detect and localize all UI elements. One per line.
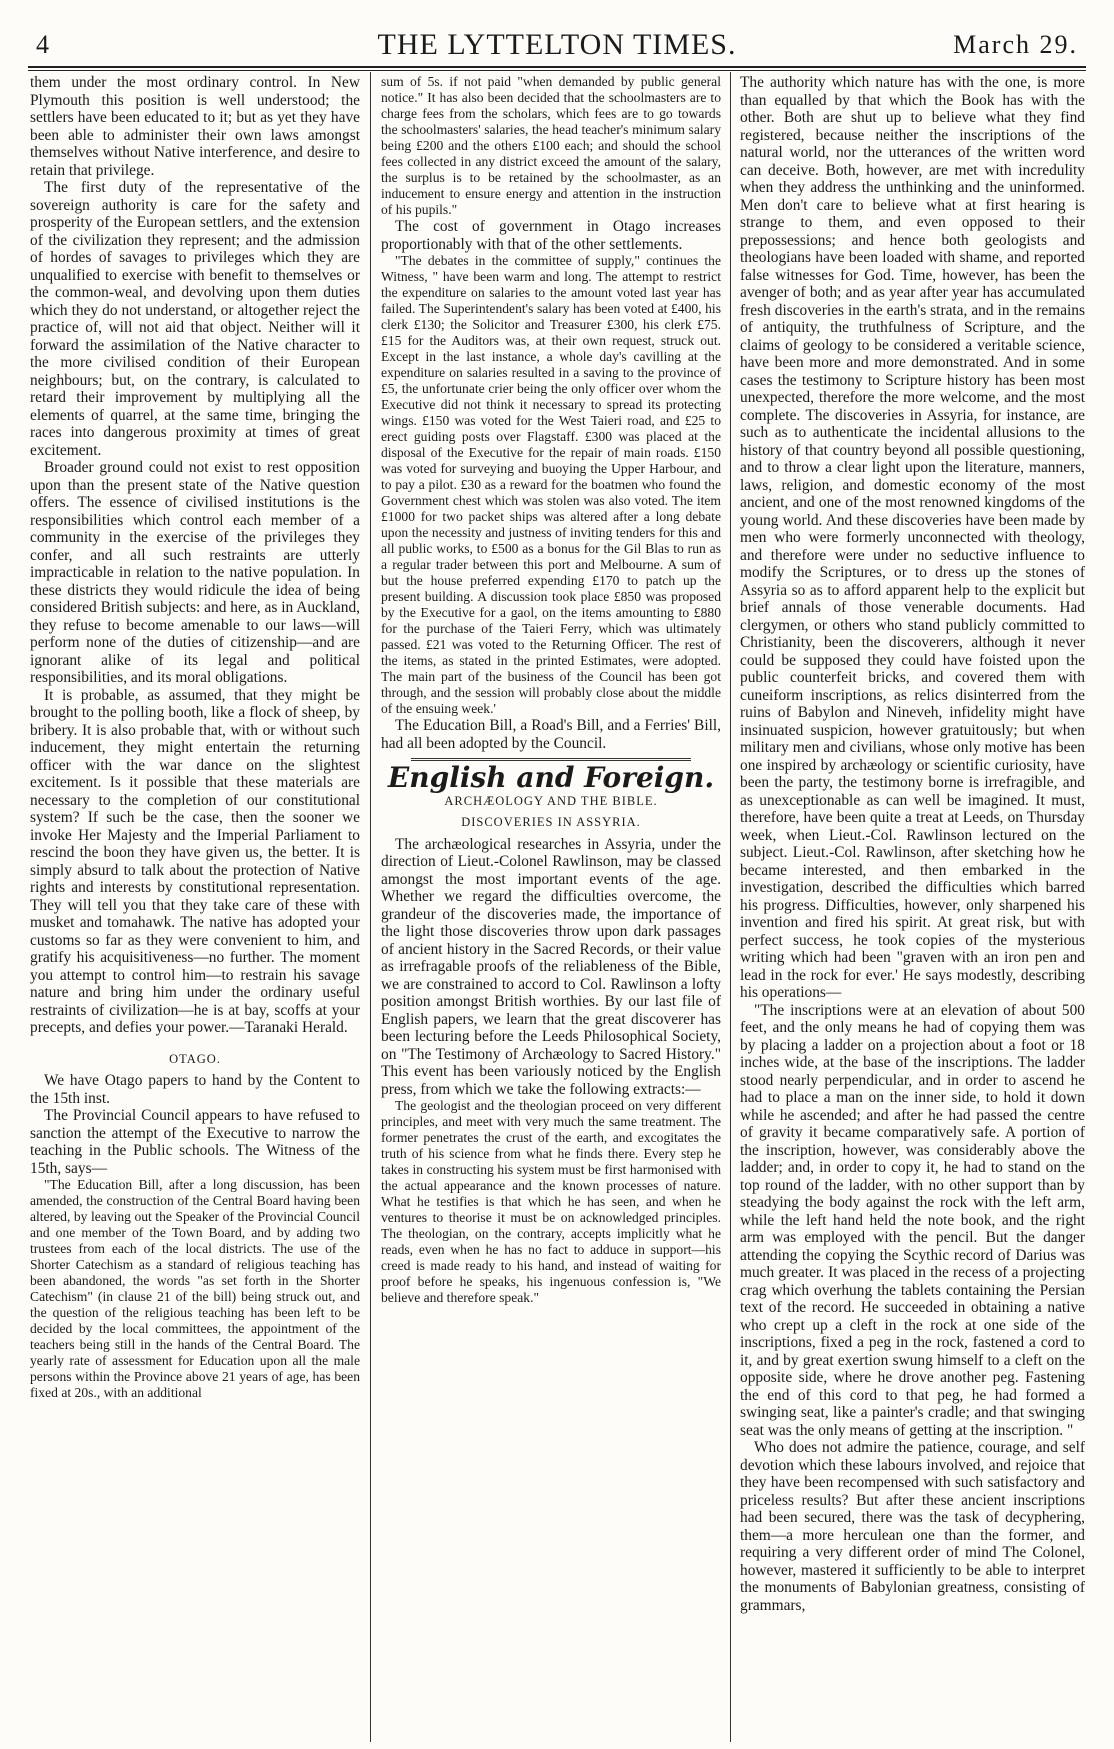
paragraph: It is probable, as assumed, that they might be brought to the polling booth, like a flock of sheep, by bribery. It is also probable that, with or without such inducement, they might entertain the returning officer with the war dance on the slightest excitement. Is it possible that these materials are necessary to the completion of our constitutional system? If such be the case, then the sooner we invoke Her Majesty and the Imperial Parliament to rescind the boon they have given us, the better. It is simply absurd to talk about the protection of Native rights and interests by constitutional representation. They will tell you that they take care of these with musket and tomahawk. The native has adopted your customs so far as they were convenient to him, and gratify his acquisitiveness—no further. The moment you attempt to control him—to restrain his savage nature and bring him under the ordinary useful restraints of civilization—he is at bay, scoffs at your precepts, and defies your power.—Taranaki Herald. — [30, 686, 360, 1036]
paragraph: Who does not admire the patience, courage, and self devotion which these labours involved, and rejoice that they have been recompensed with such satisfactory and priceless results? But after these ancient inscriptions had been secured, there was the task of decyphering, them—a more herculean one than the former, and requiring a very different order of mind The Colonel, however, mastered it sufficiently to be able to interpret the monuments of Babylonian greatness, consisting of grammars, — [740, 1439, 1085, 1614]
paragraph: The authority which nature has with the one, is more than equalled by that which the Book has with the other. Both are shut up to believe what they find registered, because neither the inscriptions of the natural world, nor the utterances of the written word can deceive. Both, however, are met with incredulity when they address the unthinking and the uninformed. Men don't care to believe what at first hearing is strange to them, and even opposed to their prepossessions; and hence both geologists and theologians have been loaded with shame, and reported false witnesses for God. Time, however, has been the avenger of both; and as year after year has accumulated fresh discoveries in the earth's strata, and in the remains of antiquity, the truthfulness of Scripture, and the claims of geology to be considered a veritable science, have been more and more demonstrated. And in some cases the testimony to Scripture history has been most unexpected, therefore the more welcome, and the most complete. The discoveries in Assyria, for instance, are such as to authenticate the incidental allusions to the history of that country beyond all possible questioning, and to throw a clear light upon the literature, manners, laws, religion, and domestic economy of the most ancient, and one of the most renowned kingdoms of the young world. And these discoveries have been made by men who were formerly unconnected with theology, and therefore were under no seductive influence to modify the Scriptures, or to dress up the stones of Assyria so as to afford apparent help to the explicit but brief annals of those venerable documents. Had clergymen, or others who stand publicly committed to Christianity, been the discoverers, although it never could be supposed they could have foisted upon the public counterfeit bricks, and covered them with cuneiform inscriptions, as relics disinterred from the ruins of Babylon and Nineveh, infidelity might have insinuated suspicion, however gratuitously; but when military men and civilians, whose only motive has been one inspired by archæology or scientific curiosity, have been the party, the testimony borne is irrefragible, and as unexceptionable as can well be imagined. It must, therefore, have been quite a treat at Leeds, on Thursday week, when Lieut.-Col. Rawlinson lectured on the subject. Lieut.-Col. Rawlinson, after sketching how he became interested, and then embarked in the investigation, described the difficulties which barred his progress. Difficulties, however, only sharpened his invention and fired his spirit. At great risk, but with perfect success, he took copies of the mysterious writing which had been "graven with an iron pen and lead in the rock for ever.' He says modestly, describing his operations— — [740, 74, 1085, 1001]
paragraph: The Provincial Council appears to have refused to sanction the attempt of the Executive to narrow the teaching in the Public schools. The Witness of the 15th, says— — [30, 1107, 360, 1177]
masthead — [28, 18, 1086, 64]
paragraph: The first duty of the representative of the sovereign authority is care for the safety and prosperity of the European settlers, and the extension of the civilization they represent; and the admission of hordes of savages to privileges which they are unqualified to exercise with benefit to themselves or the common-weal, and devolving upon them duties which they do not understand, or altogether reject the practice of, will not aid that object. Neither will it forward the assimilation of the Native character to the more civilised condition of their European neighbours; but, on the contrary, is calculated to retard their improvement by multiplying all the elements of quarrel, at the same time, bringing the races into dangerous proximity at times of great excitement. — [30, 179, 360, 459]
masthead-rule-thin — [28, 70, 1086, 71]
column-divider — [730, 72, 731, 1742]
section-title: English and Foreign. — [387, 761, 715, 794]
quoted-paragraph: "The debates in the committee of supply," continues the Witness, " have been warm and long. The attempt to restrict the expenditure on salaries to the amount voted last year has failed. The Superintendent's salary has been voted at £400, his clerk £130; the Solicitor and Treasurer £300, his clerk £75. £15 for the Auditors was, at their own request, struck out. Except in the last instance, a whole day's cavilling at the expenditure on salaries resulted in a saving to the province of £5, the unfortunate crier being the only officer over whom the Executive did not think it necessary to spread its protecting wings. £150 was voted for the West Taieri road, and £25 to erect guiding posts over Flagstaff. £300 was placed at the disposal of the Executive for the repair of main roads. £150 was voted for surveying and buoying the Upper Harbour, and to pay a pilot. £30 as a reward for the boatmen who found the Government chest which was stolen was also voted. The item £1000 for two packet ships was altered after a long debate upon the necessity and justness of inviting tenders for this and all public works, to £500 as a bonus for the Gil Blas to run as a regular trader between this port and Melbourne. A sum of but the house preferred expending £170 to patch up the present building. A discussion took place £850 was proposed by the Executive for a gaol, on the items amounting to £880 for the purchase of the Taieri Ferry, which was ultimately passed. £21 was voted to the Returning Officer. The rest of the items, as stated in the printed Estimates, were adopted. The main part of the business of the Council has been got through, and the session will probably close about the middle of the ensuing week.' — [381, 253, 721, 716]
masthead-rule — [28, 66, 1086, 68]
paragraph: The Education Bill, a Road's Bill, and a Ferries' Bill, had all been adopted by the Council. — [381, 717, 721, 752]
paragraph: The cost of government in Otago increases proportionably with that of the other settlements. — [381, 218, 721, 253]
column-divider — [370, 72, 371, 1742]
paragraph: them under the most ordinary control. In New Plymouth this position is well understood; the settlers have been educated to it; but as yet they have been able to administer their own laws amongst themselves without Native interference, and desire to retain that privilege. — [30, 74, 360, 179]
newspaper-title: THE LYTTELTON TIMES. — [377, 28, 737, 61]
section-heading-otago: OTAGO. — [169, 1051, 221, 1066]
article-heading: ARCHÆOLOGY AND THE BIBLE. — [444, 793, 658, 808]
paragraph: We have Otago papers to hand by the Content to the 15th inst. — [30, 1072, 360, 1107]
page-number: 4 — [36, 30, 49, 59]
issue-date: March 29. — [953, 30, 1078, 59]
quoted-paragraph: The geologist and the theologian proceed on very different principles, and meet with very much the same treatment. The former penetrates the crust of the earth, and excogitates the truth of his science from what he finds there. Every step he takes in constructing his system must be first harmonised with the actual appearance and the known processes of nature. What he testifies is that which he has seen, and when he ventures to theorise it must be on acknowledged principles. The theologian, on the contrary, accepts implicitly what he reads, even when he has no fact to adduce in support—his creed is made ready to his hand, and instead of waiting for proof before he speaks, his ingenuous confession is, "We believe and therefore speak." — [381, 1098, 721, 1305]
column-3 — [740, 74, 1085, 1739]
column-1 — [30, 74, 360, 1739]
paragraph: The archæological researches in Assyria, under the direction of Lieut.-Colonel Rawlinson, may be classed amongst the most important events of the age. Whether we regard the difficulties overcome, the grandeur of the discoveries made, the importance of the light those discoveries throw upon dark passages of ancient history in the Sacred Records, or their value as irrefragable proofs of the reliableness of the Bible, we are constrained to accord to Col. Rawlinson a lofty position amongst British worthies. By our last file of English papers, we learn that the great discoverer has been lecturing before the Leeds Philosophical Society, on "The Testimony of Archæology to Sacred History." This event has been variously noticed by the English press, from which we take the following extracts:— — [381, 835, 721, 1098]
quoted-paragraph: "The inscriptions were at an elevation of about 500 feet, and the only means he had of copying them was by placing a ladder on a projection about a foot or 18 inches wide, at the base of the inscriptions. The ladder stood nearly perpendicular, and in order to ascend he had to place a man on the inner side, to hold it down while he ascended; and after he had passed the centre of gravity it became comparatively safe. A portion of the inscription, however, was considerably above the ladder; and, in order to copy it, he had to stand on the top round of the ladder, with no other support than by steadying the body against the rock with the left arm, while the left hand held the note book, and the right arm was employed with the pencil. But the danger attending the copying the Scythic record of Darius was much greater. It was placed in the recess of a projecting crag which overhung the tablets containing the Persian text of the record. He succeeded in obtaining a native who crept up a cleft in the rock at one side of the inscriptions, fixed a peg in the rock, fastened a cord to it, and by great exertion swung himself to a cleft on the opposite side, where he drove another peg. Fastening the end of this cord to that peg, he had formed a swinging seat, like a painter's cradle; and that swinging seat was the only means of getting at the inscription. " — [740, 1001, 1085, 1439]
quoted-paragraph: sum of 5s. if not paid "when demanded by public general notice." It has also been decided that the schoolmasters are to charge fees from the scholars, which fees are to go towards the schoolmasters' salaries, the head teacher's minimum salary being £200 and the others £100 each; and should the school fees collected in any district exceed the amount of the salary, the surplus is to be retained by the schoolmaster, as an inducement to ensure energy and attention in the instruction of his pupils." — [381, 74, 721, 217]
paragraph: Broader ground could not exist to rest opposition upon than the present state of the Native question offers. The essence of civilised institutions is the responsibilities which control each member of a community in the exercise of the privileges they confer, and all such restraints are utterly impracticable in relation to the native population. In these districts they would ridicule the idea of being considered British subjects: and here, as in Auckland, they refuse to become amenable to our laws—will perform none of the duties of citizenship—and are ignorant alike of its legal and political responsibilities, and its moral obligations. — [30, 459, 360, 686]
column-2 — [381, 74, 721, 1739]
article-subheading: DISCOVERIES IN ASSYRIA. — [461, 815, 641, 829]
quoted-paragraph: "The Education Bill, after a long discussion, has been amended, the construction of the Central Board having been altered, by leaving out the Speaker of the Provincial Council and one member of the Town Board, and by adding two trustees from each of the local districts. The use of the Shorter Catechism as a standard of religious teaching has been abandoned, the words "as set forth in the Shorter Catechism" (in clause 21 of the bill) being struck out, and the question of the religious teaching has been left to be decided by the local committees, the appointment of the teachers being still in the hands of the Central Board. The yearly rate of assessment for Education upon all the male persons within the Province above 21 years of age, has been fixed at 20s., with an additional — [30, 1177, 360, 1400]
